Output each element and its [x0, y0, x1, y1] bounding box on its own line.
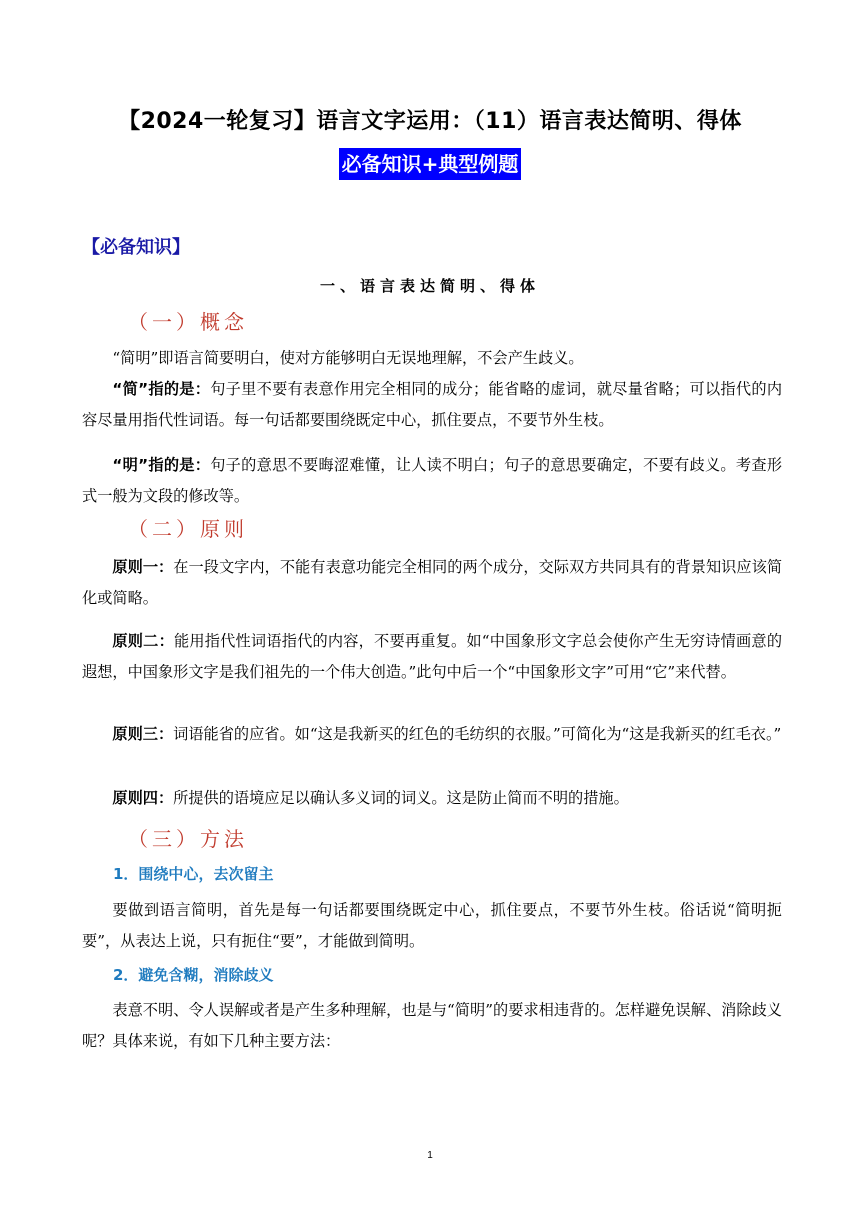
- knowledge-badge: 必备知识+典型例题: [339, 148, 522, 180]
- principle-3-label: 原则三：: [112, 725, 174, 743]
- principle-4: [82, 783, 782, 814]
- method-2-title: 2．避免含糊，消除歧义: [113, 966, 274, 984]
- concept-paragraph-3: [82, 450, 782, 512]
- method-1-paragraph: [82, 895, 782, 957]
- principle-2: [82, 626, 782, 688]
- concept-p3-label: “明”指的是：: [112, 456, 211, 474]
- concept-paragraph-1: [82, 343, 782, 374]
- principle-3: [82, 719, 782, 750]
- knowledge-label: 【必备知识】: [82, 237, 190, 258]
- concept-p3-text: 句子的意思不要晦涩难懂，让人读不明白；句子的意思要确定，不要有歧义。考查形式一般为文段的修改等。: [82, 456, 783, 505]
- principle-1-label: 原则一：: [112, 558, 174, 576]
- method-1-title: 1．围绕中心，去次留主: [113, 865, 274, 883]
- principle-3-text: 词语能省的应省。如“这是我新买的红色的毛纺织的衣服。”可简化为“这是我新买的红毛衣。”: [173, 725, 782, 743]
- section-title: 一、语言表达简明、得体: [319, 277, 540, 295]
- principle-1: [82, 552, 782, 614]
- concept-p2-text: 句子里不要有表意作用完全相同的成分；能省略的虚词，就尽量省略；可以指代的内容尽量用指代性词语。每一句话都要围绕既定中心，抓住要点，不要节外生枝。: [82, 380, 783, 429]
- concept-paragraph-2: [82, 374, 782, 436]
- principle-1-text: 在一段文字内，不能有表意功能完全相同的两个成分，交际双方共同具有的背景知识应该简化或简略。: [82, 558, 783, 607]
- subsection-principles: （二）原则: [128, 517, 248, 541]
- principle-4-text: 所提供的语境应足以确认多义词的词义。这是防止简而不明的措施。: [173, 789, 629, 807]
- principle-2-text: 能用指代性词语指代的内容，不要再重复。如“中国象形文字总会使你产生无穷诗情画意的遐想，中国象形文字是我们祖先的一个伟大创造。”此句中后一个“中国象形文字”可用“它”来代替。: [82, 632, 783, 681]
- concept-p1-text: “简明”即语言简要明白，使对方能够明白无误地理解，不会产生歧义。: [112, 349, 584, 367]
- subsection-methods: （三）方法: [128, 827, 248, 851]
- method-2-paragraph: [82, 995, 782, 1057]
- method-2-text: 表意不明、令人误解或者是产生多种理解，也是与“简明”的要求相违背的。怎样避免误解、消除歧义呢？具体来说，有如下几种主要方法：: [82, 1001, 782, 1050]
- concept-p2-label: “简”指的是：: [112, 380, 211, 398]
- method-1-text: 要做到语言简明，首先是每一句话都要围绕既定中心，抓住要点，不要节外生枝。俗话说“简明扼要”，从表达上说，只有扼住“要”，才能做到简明。: [82, 901, 782, 950]
- principle-4-label: 原则四：: [112, 789, 174, 807]
- page-number: 1: [427, 1150, 433, 1161]
- subsection-concept: （一）概念: [128, 310, 248, 334]
- document-title: 【2024一轮复习】语言文字运用：（11）语言表达简明、得体: [118, 109, 742, 134]
- badge-row: [0, 148, 860, 180]
- principle-2-label: 原则二：: [112, 632, 174, 650]
